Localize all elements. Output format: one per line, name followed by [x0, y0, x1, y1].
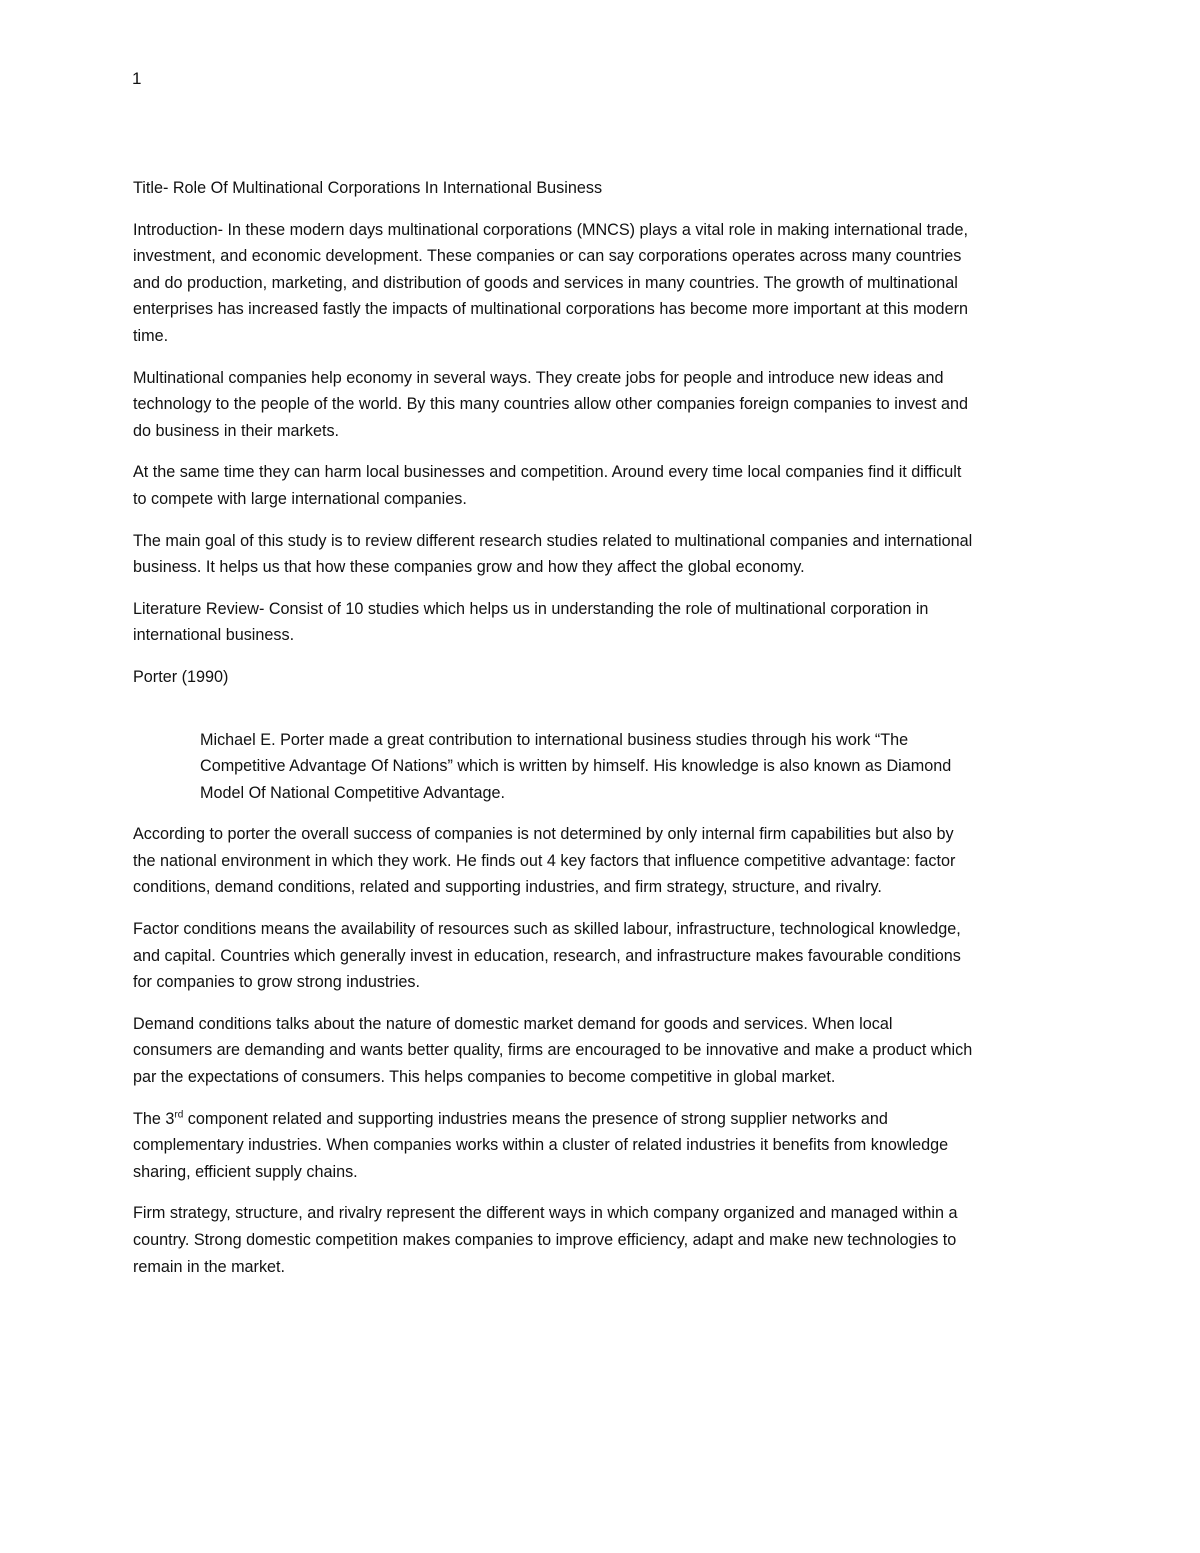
paragraph-economy-help: Multinational companies help economy in several ways. They create jobs for people and introduce new ideas and technology to the people of the world. By this many countries allow other companies foreign companies to invest and do business in their markets.	[133, 368, 969, 440]
spacer	[133, 691, 973, 727]
indented-porter-block	[200, 727, 975, 807]
paragraph-related-industries	[133, 1106, 973, 1186]
paragraph-according-to-porter: According to porter the overall success of companies is not determined by only internal firm capabilities but also by the national environment in which they work. He finds out 4 key factors that influence competitive advantage: factor conditions, demand conditions, related and supporting industries, and firm strategy, structure, and rivalry.	[133, 825, 956, 897]
document-title: Title- Role Of Multinational Corporations In International Business	[133, 179, 603, 197]
third-rest: component related and supporting industries means the presence of strong supplier networks and complementary industries. When companies works within a cluster of related industries it benefits from knowledge sharing, efficient supply chains.	[133, 1109, 949, 1181]
porter-block-line-2: Competitive Advantage Of Nations” which is written by himself. His knowledge is also known as Diamond Model Of National Competitive Advantage.	[200, 757, 952, 802]
third-superscript: rd	[174, 1109, 184, 1121]
paragraph-literature-review: Literature Review- Consist of 10 studies which helps us in understanding the role of multinational corporation in international business.	[133, 599, 929, 645]
third-prefix: The 3	[133, 1109, 175, 1128]
paragraph-introduction: Introduction- In these modern days multinational corporations (MNCS) plays a vital role in making international trade, investment, and economic development. These companies or can say corporations operates across many countries and do production, marketing, and distribution of goods and services in many countries. The growth of multinational enterprises has increased fastly the impacts of multinational corporations has become more important at this modern time.	[133, 220, 968, 345]
porter-block-line-1: Michael E. Porter made a great contribution to international business studies through his work “The	[200, 730, 909, 749]
spacer	[133, 806, 973, 821]
page-number: 1	[132, 69, 142, 88]
paragraph-factor-conditions: Factor conditions means the availability of resources such as skilled labour, infrastructure, technological knowledge, and capital. Countries which generally invest in education, research, and infrastructure makes favourable conditions for companies to grow strong industries.	[133, 920, 961, 992]
paragraph-firm-strategy: Firm strategy, structure, and rivalry represent the different ways in which company organized and managed within a country. Strong domestic competition makes companies to improve efficiency, adapt and make new technologies to remain in the market.	[133, 1204, 958, 1276]
paragraph-local-harm: At the same time they can harm local businesses and competition. Around every time local companies find it difficult to compete with large international companies.	[133, 463, 962, 508]
porter-heading: Porter (1990)	[133, 667, 229, 686]
document-body	[133, 175, 973, 1295]
paragraph-study-goal: The main goal of this study is to review different research studies related to multinational companies and international business. It helps us that how these companies grow and how they affect the global economy.	[133, 531, 973, 577]
paragraph-demand-conditions: Demand conditions talks about the nature of domestic market demand for goods and services. When local consumers are demanding and wants better quality, firms are encouraged to be innovative and make a product which par the expectations of consumers. This helps companies to become competitive in global market.	[133, 1014, 973, 1087]
